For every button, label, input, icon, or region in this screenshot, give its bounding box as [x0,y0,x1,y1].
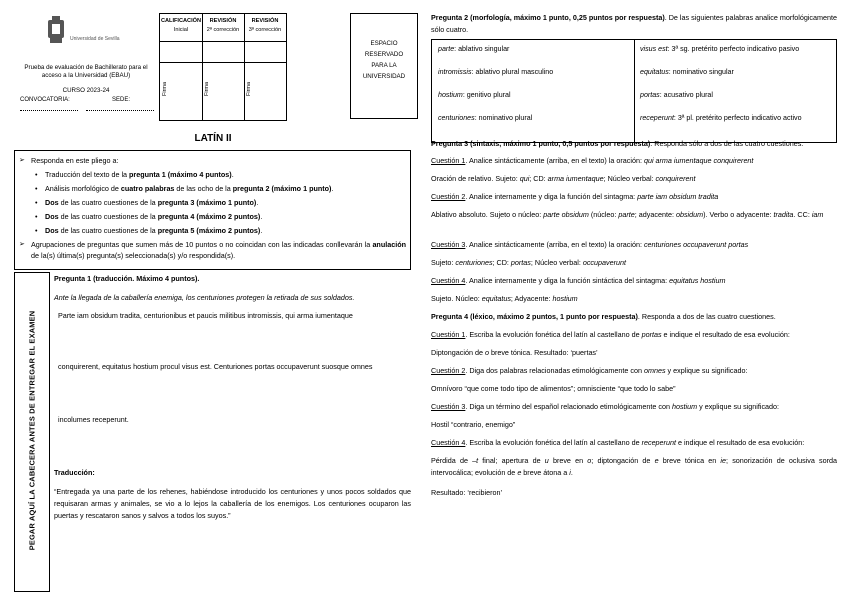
q3-c2: Cuestión 2. Analice internamente y diga la función del sintagma: parte iam obsidum tradita [431,192,719,201]
exam-description: Prueba de evaluación de Bachillerato para el acceso a la Universidad (EBAU) [24,64,148,79]
q4-c4: Cuestión 4. Escriba la evolución fonética del latín al castellano de receperunt e indique el resultado de esa evolución: [431,438,805,447]
page-title: LATÍN II [194,133,232,144]
q3-title: Pregunta 3 (sintaxis, máximo 1 punto, 0,5 puntos por respuesta). Responda sólo a dos de las cuatro cuestiones. [431,139,804,148]
reserved-space [350,13,418,119]
instruction-item: • Dos de las cuatro cuestiones de la pregunta 5 (máximo 2 puntos). [19,224,406,238]
q1-translation-label: Traducción: [54,468,95,477]
q2-cell: equitatus: nominativo singular [640,68,734,76]
q2-cell: parte: ablativo singular [438,45,510,53]
grading-table [159,13,287,121]
q1-latin-line: Parte iam obsidum tradita, centurionibus et paucis militibus intromissis, qui arma iumentaque [58,311,353,320]
header-paste-area [14,272,50,592]
q4-c2: Cuestión 2. Diga dos palabras relacionadas etimológicamente con omnes y explique su significado: [431,366,748,375]
q4-a3: Hostil “contrario, enemigo” [431,420,516,429]
q4-result: Resultado: ‘recibieron’ [431,488,503,497]
instructions-intro: ➢ Responda en este pliego a: [19,154,406,168]
instructions-warning: ➢ Agrupaciones de preguntas que sumen más de 10 puntos o no coincidan con las indicadas conllevarán la anulación de la(s) última(s) pregunta(s) seleccionada(s) y/o respondida(s). [19,239,406,261]
grading-col-rev3 [244,14,286,120]
q2-table [431,39,837,143]
instructions-box [14,150,411,270]
convocatoria-label: CONVOCATORIA: [20,97,70,103]
grade-input[interactable] [244,42,286,63]
grading-col-header: REVISIÓN [251,18,279,24]
q4-c1: Cuestión 1. Escriba la evolución fonética del latín al castellano de portas e indique el resultado de esa evolución: [431,330,790,339]
side-instruction: PEGAR AQUÍ LA CABECERA ANTES DE ENTREGAR EL EXAMEN [27,310,37,551]
reserved-line: UNIVERSIDAD [362,73,406,80]
q4-a2: Omnívoro “que come todo tipo de alimentos”; omnisciente “que todo lo sabe” [431,384,676,393]
course-year: CURSO 2023-24 [62,87,110,94]
instruction-item: • Dos de las cuatro cuestiones de la pregunta 4 (máximo 2 puntos). [19,210,406,224]
grade-input[interactable] [202,42,244,63]
q1-latin-line: incolumes receperunt. [58,415,129,424]
q2-title: Pregunta 2 (morfología, máximo 1 punto, 0,25 puntos por respuesta). De las siguientes palabras analice morfológicamente sólo cuatro. [431,13,837,34]
q4-c3: Cuestión 3. Diga un término del español relacionado etimológicamente con hostium y explique su significado: [431,402,780,411]
grading-col-sub: 3ª corrección [248,27,282,33]
q1-subtitle: Ante la llegada de la caballería enemiga, los centuriones protegen la retirada de sus soldados. [54,293,355,302]
grading-col-header: CALIFICACIÓN [160,18,202,24]
logo-text: Universidad de Sevilla [70,36,120,42]
q3-a2: Ablativo absoluto. Sujeto o núcleo: parte obsidum (núcleo: parte; adyacente: obsidum). Verbo o adyacente: tradita. CC: iam [431,210,824,219]
q1-latin-line: conquirerent, equitatus hostium procul visus est. Centuriones portas occupaverunt suosque omnes [58,362,373,371]
q2-cell: centuriones: nominativo plural [438,114,533,122]
instruction-item: • Dos de las cuatro cuestiones de la pregunta 3 (máximo 1 punto). [19,196,406,210]
q2-cell: intromissis: ablativo plural masculino [438,68,554,76]
reserved-line: RESERVADO [364,51,404,58]
grading-col-header: REVISIÓN [209,18,237,24]
grading-col-initial [160,14,203,120]
firma-label: Firma [246,81,252,96]
q3-c4: Cuestión 4. Analice internamente y diga la función sintáctica del sintagma: equitatus hostium [431,276,726,285]
q2-cell: hostium: genitivo plural [438,91,511,99]
q1-title: Pregunta 1 (traducción. Máximo 4 puntos). [54,274,200,283]
q1-translation: “Entregada ya una parte de los rehenes, habiéndose introducido los centuriones y unos pocos soldados que requisaran armas y animales, se vio a lo lejos la caballería de los enemigos. Los centuriones ocuparon las puertas y rescataron sanos y salvos a todos los suyos.” [54,487,411,520]
reserved-line: ESPACIO [370,40,398,47]
instruction-item: • Análisis morfológico de cuatro palabras de las ocho de la pregunta 2 (máximo 1 punto). [19,182,406,196]
q3-c1: Cuestión 1. Analice sintácticamente (arriba, en el texto) la oración: qui arma iumentaque conquirerent [431,156,754,165]
q4-a4: Pérdida de –t final; apertura de u breve en o; diptongación de e breve tónica en ie; sonorización de oclusiva sorda intervocálica; evolución de e breve átona a i. [431,456,838,477]
instruction-item: • Traducción del texto de la pregunta 1 (máximo 4 puntos). [19,168,406,182]
reserved-line: PARA LA [371,62,397,69]
q2-cell: receperunt: 3ª pl. pretérito perfecto indicativo activo [640,114,802,122]
q4-a1: Diptongación de o breve tónica. Resultado: ‘puertas’ [431,348,598,357]
sede-field[interactable] [86,104,154,111]
q3-a1: Oración de relativo. Sujeto: qui; CD: arma iumentaque; Núcleo verbal: conquirerent [431,174,696,183]
firma-label: Firma [162,81,168,96]
convocatoria-field[interactable] [20,104,78,111]
firma-label: Firma [204,81,210,96]
q2-cell: portas: acusativo plural [640,91,713,99]
q4-title: Pregunta 4 (léxico, máximo 2 puntos, 1 punto por respuesta). Responda a dos de las cuatro cuestiones. [431,312,776,321]
q3-a4: Sujeto. Núcleo: equitatus; Adyacente: hostium [431,294,578,303]
q3-c3: Cuestión 3. Analice sintácticamente (arriba, en el texto) la oración: centuriones occupaverunt portas [431,240,749,249]
q3-a3: Sujeto: centuriones; CD: portas; Núcleo verbal: occupaverunt [431,258,626,267]
grading-col-rev2 [202,14,245,120]
sede-label: SEDE: [112,97,131,103]
grade-input[interactable] [160,42,202,63]
q2-cell: visus est: 3ª sg. pretérito perfecto indicativo pasivo [640,45,800,53]
grading-col-sub: 2ª corrección [206,27,240,33]
grading-col-sub: Inicial [173,27,189,33]
